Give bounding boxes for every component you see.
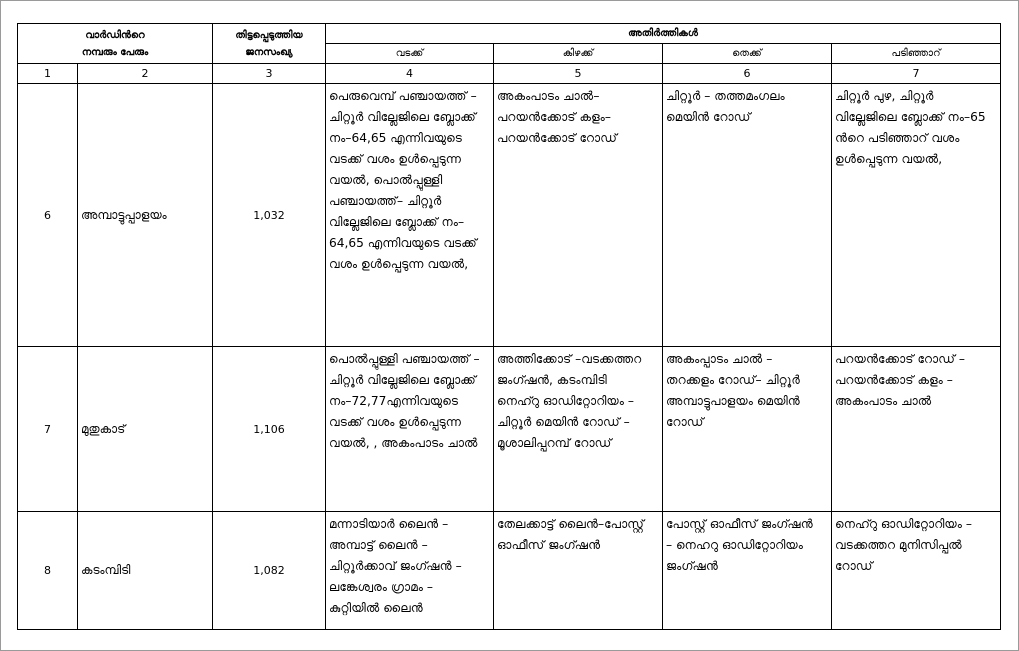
north-boundary: മന്നാടിയാർ ലൈൻ – അമ്പാട്ട് ലൈൻ – ചിറ്റൂർക്കാവ് ജംഗ്ഷൻ – ലങ്കേശ്വരം ഗ്രാമം – കുറ്റിയിൽ ലൈൻ bbox=[326, 512, 494, 630]
ward-population: 1,106 bbox=[213, 347, 326, 512]
column-number: 3 bbox=[213, 64, 326, 84]
column-number: 6 bbox=[663, 64, 832, 84]
south-boundary: പോസ്റ്റ് ഓഫീസ് ജംഗ്ഷൻ – നെഹറു ഓഡിറ്റോറിയം ജംഗ്ഷൻ bbox=[663, 512, 832, 630]
south-boundary: ചിറ്റൂർ – തത്തമംഗലം മെയിൻ റോഡ് bbox=[663, 84, 832, 347]
column-number-row bbox=[18, 64, 1001, 84]
header-north: വടക്ക് bbox=[326, 44, 494, 64]
west-boundary: പറയൻക്കോട് റോഡ് – പറയൻക്കോട് കളം – അകംപാടം ചാൽ bbox=[832, 347, 1001, 512]
table-row bbox=[18, 347, 1001, 512]
west-boundary: നെഹ്റു ഓഡിറ്റോറിയം – വടക്കത്തറ മുനിസിപ്പൽ റോഡ് bbox=[832, 512, 1001, 630]
north-boundary: പെരുവെമ്പ് പഞ്ചായത്ത് – ചിറ്റൂർ വില്ലേജിലെ ബ്ലോക്ക് നം–64,65 എന്നിവയുടെ വടക്ക് വശം ഉൾപ്പെടുന്ന വയൽ, പൊൽപ്പുള്ളി പഞ്ചായത്ത്– ചിറ്റൂർ വില്ലേജിലെ ബ്ലോക്ക് നം– 64,65 എന്നിവയുടെ വടക്ക് വശം ഉൾപ്പെടുന്ന വയൽ, bbox=[326, 84, 494, 347]
column-number: 4 bbox=[326, 64, 494, 84]
header-ward-number-name: വാർഡിൻറെ നമ്പരും പേരും bbox=[18, 24, 213, 64]
east-boundary: അത്തിക്കോട് –വടക്കത്തറ ജംഗ്ഷൻ, കടംമ്പിടി നെഹ്റു ഓഡിറ്റോറിയം – ചിറ്റൂർ മെയിൻ റോഡ് – മൂശാലിപ്പറമ്പ് റോഡ് bbox=[494, 347, 663, 512]
ward-population: 1,032 bbox=[213, 84, 326, 347]
ward-number: 6 bbox=[18, 84, 78, 347]
column-number: 5 bbox=[494, 64, 663, 84]
table-row bbox=[18, 512, 1001, 630]
east-boundary: അകംപാടം ചാൽ– പറയൻക്കോട് കളം– പറയൻക്കോട് റോഡ് bbox=[494, 84, 663, 347]
east-boundary: തേലക്കാട്ട് ലൈൻ–പോസ്റ്റ് ഓഫീസ് ജംഗ്ഷൻ bbox=[494, 512, 663, 630]
table-row bbox=[18, 84, 1001, 347]
south-boundary: അകംപ്പാടം ചാൽ – തറക്കളം റോഡ്– ചിറ്റൂർ അമ്പാട്ടുപാളയം മെയിൻ റോഡ് bbox=[663, 347, 832, 512]
column-number: 7 bbox=[832, 64, 1001, 84]
ward-name: അമ്പാട്ടുപ്പാളയം bbox=[78, 84, 213, 347]
ward-name: കടംമ്പിടി bbox=[78, 512, 213, 630]
ward-boundaries-table bbox=[17, 23, 1001, 630]
header-boundaries: അതിർത്തികൾ bbox=[326, 24, 1001, 44]
header-west: പടിഞ്ഞാറ് bbox=[832, 44, 1001, 64]
header-population: തിട്ടപ്പെടുത്തിയ ജനസംഖ്യ bbox=[213, 24, 326, 64]
header-east: കിഴക്ക് bbox=[494, 44, 663, 64]
west-boundary: ചിറ്റൂർ പുഴ, ചിറ്റൂർ വില്ലേജിലെ ബ്ലോക്ക് നം–65 ൻറെ പടിഞ്ഞാറ് വശം ഉൾപ്പെടുന്ന വയൽ, bbox=[832, 84, 1001, 347]
ward-population: 1,082 bbox=[213, 512, 326, 630]
column-number: 1 bbox=[18, 64, 78, 84]
header-south: തെക്ക് bbox=[663, 44, 832, 64]
ward-number: 8 bbox=[18, 512, 78, 630]
column-number: 2 bbox=[78, 64, 213, 84]
ward-number: 7 bbox=[18, 347, 78, 512]
north-boundary: പൊൽപ്പുള്ളി പഞ്ചായത്ത് – ചിറ്റൂർ വില്ലേജിലെ ബ്ലോക്ക് നം–72,77എന്നിവയുടെ വടക്ക് വശം ഉൾപ്പെടുന്ന വയൽ, , അകംപാടം ചാൽ bbox=[326, 347, 494, 512]
ward-name: മുതുകാട് bbox=[78, 347, 213, 512]
